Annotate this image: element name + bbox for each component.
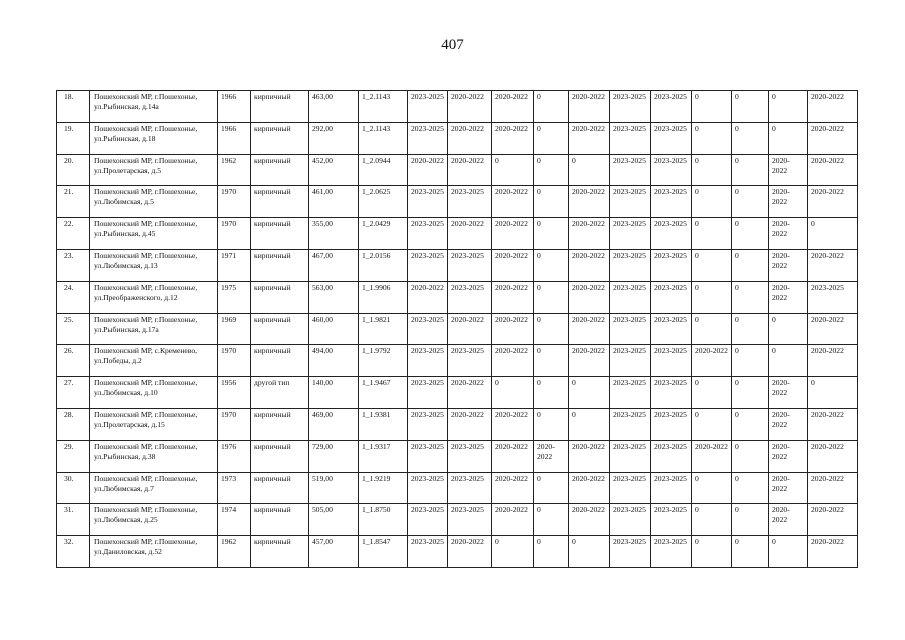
period-cell: 2023-2025 [651, 377, 692, 409]
material-cell: кирпичный [251, 249, 309, 281]
index-cell: 1_1.9219 [359, 472, 408, 504]
period-cell: 2023-2025 [408, 536, 448, 568]
material-cell: кирпичный [251, 91, 309, 123]
table-row [57, 408, 858, 440]
area-cell: 563,00 [309, 281, 359, 313]
period-cell: 2020-2022 [769, 408, 808, 440]
period-cell: 2023-2025 [408, 472, 448, 504]
year-cell: 1966 [218, 91, 251, 123]
period-cell: 2023-2025 [651, 536, 692, 568]
table-row [57, 186, 858, 218]
period-cell: 2020-2022 [692, 345, 732, 377]
period-cell: 2020-2022 [492, 313, 534, 345]
period-cell: 2023-2025 [610, 186, 651, 218]
period-cell: 2020-2022 [448, 313, 492, 345]
period-cell: 2023-2025 [610, 504, 651, 536]
period-cell: 2023-2025 [448, 472, 492, 504]
period-cell: 0 [732, 440, 769, 472]
index-cell: 1_1.9792 [359, 345, 408, 377]
period-cell: 2020-2022 [448, 154, 492, 186]
index-cell: 1_2.0625 [359, 186, 408, 218]
area-cell: 355,00 [309, 218, 359, 250]
row-number: 20. [57, 154, 90, 186]
period-cell: 0 [732, 186, 769, 218]
index-cell: 1_2.0944 [359, 154, 408, 186]
year-cell: 1962 [218, 154, 251, 186]
row-number: 22. [57, 218, 90, 250]
period-cell: 0 [732, 122, 769, 154]
address-cell: Пошехонский МР, г.Пошехонье, ул.Даниловская, д.52 [90, 536, 218, 568]
period-cell: 2020-2022 [569, 91, 610, 123]
period-cell: 0 [534, 154, 569, 186]
period-cell: 0 [732, 313, 769, 345]
area-cell: 452,00 [309, 154, 359, 186]
period-cell: 2020-2022 [569, 186, 610, 218]
period-cell: 2020-2022 [769, 281, 808, 313]
period-cell: 2023-2025 [610, 313, 651, 345]
address-cell: Пошехонский МР, г.Пошехонье, ул.Любимская, д.7 [90, 472, 218, 504]
period-cell: 0 [692, 504, 732, 536]
year-cell: 1966 [218, 122, 251, 154]
period-cell: 2020-2022 [808, 186, 858, 218]
period-cell: 2020-2022 [569, 472, 610, 504]
period-cell: 0 [492, 377, 534, 409]
period-cell: 2023-2025 [610, 249, 651, 281]
page-number: 407 [441, 37, 464, 53]
material-cell: кирпичный [251, 281, 309, 313]
address-cell: Пошехонский МР, г.Пошехонье, ул.Любимская, д.25 [90, 504, 218, 536]
period-cell: 0 [732, 536, 769, 568]
year-cell: 1974 [218, 504, 251, 536]
area-cell: 519,00 [309, 472, 359, 504]
period-cell: 2020-2022 [492, 472, 534, 504]
period-cell: 0 [534, 408, 569, 440]
period-cell: 2023-2025 [610, 377, 651, 409]
material-cell: кирпичный [251, 440, 309, 472]
period-cell: 2023-2025 [610, 218, 651, 250]
period-cell: 2020-2022 [448, 536, 492, 568]
period-cell: 2023-2025 [610, 122, 651, 154]
row-number: 19. [57, 122, 90, 154]
period-cell: 2023-2025 [651, 313, 692, 345]
address-cell: Пошехонский МР, с.Кременево, ул.Победы, д.2 [90, 345, 218, 377]
period-cell: 2020-2022 [492, 345, 534, 377]
period-cell: 2020-2022 [408, 154, 448, 186]
address-cell: Пошехонский МР, г.Пошехонье, ул.Любимская, д.5 [90, 186, 218, 218]
period-cell: 0 [692, 281, 732, 313]
period-cell: 2020-2022 [769, 377, 808, 409]
period-cell: 0 [534, 281, 569, 313]
period-cell: 2023-2025 [408, 249, 448, 281]
table-row [57, 377, 858, 409]
area-cell: 460,00 [309, 313, 359, 345]
period-cell: 2023-2025 [610, 154, 651, 186]
period-cell: 2020-2022 [448, 408, 492, 440]
period-cell: 0 [534, 504, 569, 536]
area-cell: 140,00 [309, 377, 359, 409]
period-cell: 2023-2025 [408, 345, 448, 377]
period-cell: 2020-2022 [448, 377, 492, 409]
period-cell: 2020-2022 [769, 472, 808, 504]
period-cell: 2023-2025 [651, 218, 692, 250]
row-number: 25. [57, 313, 90, 345]
address-cell: Пошехонский МР, г.Пошехонье, ул.Любимская, д.10 [90, 377, 218, 409]
period-cell: 2020-2022 [808, 440, 858, 472]
year-cell: 1962 [218, 536, 251, 568]
period-cell: 2023-2025 [408, 377, 448, 409]
period-cell: 0 [569, 154, 610, 186]
period-cell: 0 [732, 281, 769, 313]
period-cell: 2023-2025 [408, 504, 448, 536]
period-cell: 2023-2025 [610, 472, 651, 504]
period-cell: 2023-2025 [610, 536, 651, 568]
period-cell: 2020-2022 [769, 440, 808, 472]
index-cell: 1_1.9467 [359, 377, 408, 409]
area-cell: 292,00 [309, 122, 359, 154]
period-cell: 2020-2022 [492, 440, 534, 472]
year-cell: 1971 [218, 249, 251, 281]
area-cell: 467,00 [309, 249, 359, 281]
period-cell: 0 [769, 122, 808, 154]
period-cell: 2023-2025 [408, 91, 448, 123]
row-number: 31. [57, 504, 90, 536]
period-cell: 0 [732, 218, 769, 250]
row-number: 28. [57, 408, 90, 440]
period-cell: 2020-2022 [808, 313, 858, 345]
address-cell: Пошехонский МР, г.Пошехонье, ул.Рыбинская, д.17а [90, 313, 218, 345]
year-cell: 1969 [218, 313, 251, 345]
address-cell: Пошехонский МР, г.Пошехонье, ул.Рыбинская, д.38 [90, 440, 218, 472]
period-cell: 0 [732, 249, 769, 281]
period-cell: 0 [732, 154, 769, 186]
index-cell: 1_1.8547 [359, 536, 408, 568]
period-cell: 0 [692, 313, 732, 345]
address-cell: Пошехонский МР, г.Пошехонье, ул.Пролетарская, д.15 [90, 408, 218, 440]
index-cell: 1_2.0429 [359, 218, 408, 250]
row-number: 23. [57, 249, 90, 281]
period-cell: 2020-2022 [492, 186, 534, 218]
address-cell: Пошехонский МР, г.Пошехонье, ул.Преображенского, д.12 [90, 281, 218, 313]
table-row [57, 281, 858, 313]
year-cell: 1975 [218, 281, 251, 313]
period-cell: 0 [569, 377, 610, 409]
material-cell: кирпичный [251, 218, 309, 250]
period-cell: 0 [732, 408, 769, 440]
period-cell: 0 [569, 536, 610, 568]
period-cell: 0 [769, 345, 808, 377]
period-cell: 0 [692, 186, 732, 218]
period-cell: 0 [534, 313, 569, 345]
period-cell: 2020-2022 [808, 91, 858, 123]
period-cell: 0 [534, 186, 569, 218]
period-cell: 2020-2022 [534, 440, 569, 472]
period-cell: 2020-2022 [492, 281, 534, 313]
period-cell: 2023-2025 [651, 186, 692, 218]
period-cell: 0 [692, 154, 732, 186]
material-cell: кирпичный [251, 345, 309, 377]
period-cell: 0 [732, 377, 769, 409]
table-row [57, 536, 858, 568]
period-cell: 0 [569, 408, 610, 440]
housing-register-table [56, 90, 858, 568]
period-cell: 0 [732, 91, 769, 123]
period-cell: 2023-2025 [408, 408, 448, 440]
period-cell: 2020-2022 [408, 281, 448, 313]
table-row [57, 504, 858, 536]
year-cell: 1973 [218, 472, 251, 504]
period-cell: 2020-2022 [769, 249, 808, 281]
row-number: 21. [57, 186, 90, 218]
period-cell: 0 [534, 377, 569, 409]
period-cell: 0 [732, 504, 769, 536]
period-cell: 2023-2025 [448, 440, 492, 472]
period-cell: 2023-2025 [651, 91, 692, 123]
period-cell: 0 [692, 249, 732, 281]
material-cell: кирпичный [251, 472, 309, 504]
period-cell: 2023-2025 [651, 154, 692, 186]
area-cell: 469,00 [309, 408, 359, 440]
address-cell: Пошехонский МР, г.Пошехонье, ул.Пролетарская, д.5 [90, 154, 218, 186]
row-number: 26. [57, 345, 90, 377]
index-cell: 1_2.1143 [359, 91, 408, 123]
period-cell: 2023-2025 [651, 249, 692, 281]
period-cell: 0 [534, 472, 569, 504]
period-cell: 2020-2022 [808, 154, 858, 186]
period-cell: 2020-2022 [569, 122, 610, 154]
period-cell: 2023-2025 [408, 313, 448, 345]
period-cell: 2023-2025 [448, 281, 492, 313]
period-cell: 2020-2022 [808, 536, 858, 568]
period-cell: 0 [808, 218, 858, 250]
material-cell: кирпичный [251, 186, 309, 218]
period-cell: 0 [769, 536, 808, 568]
table-row [57, 440, 858, 472]
period-cell: 2020-2022 [448, 122, 492, 154]
period-cell: 2023-2025 [651, 122, 692, 154]
area-cell: 461,00 [309, 186, 359, 218]
period-cell: 2023-2025 [651, 281, 692, 313]
address-cell: Пошехонский МР, г.Пошехонье, ул.Рыбинская, д.45 [90, 218, 218, 250]
period-cell: 2023-2025 [651, 472, 692, 504]
period-cell: 2020-2022 [492, 249, 534, 281]
period-cell: 2020-2022 [448, 218, 492, 250]
area-cell: 457,00 [309, 536, 359, 568]
period-cell: 2020-2022 [769, 186, 808, 218]
period-cell: 0 [534, 345, 569, 377]
year-cell: 1970 [218, 218, 251, 250]
row-number: 30. [57, 472, 90, 504]
period-cell: 2020-2022 [569, 281, 610, 313]
material-cell: кирпичный [251, 504, 309, 536]
period-cell: 0 [534, 249, 569, 281]
material-cell: кирпичный [251, 408, 309, 440]
area-cell: 494,00 [309, 345, 359, 377]
period-cell: 0 [492, 154, 534, 186]
period-cell: 2020-2022 [808, 408, 858, 440]
index-cell: 1_1.9317 [359, 440, 408, 472]
index-cell: 1_1.9821 [359, 313, 408, 345]
period-cell: 0 [692, 408, 732, 440]
index-cell: 1_1.8750 [359, 504, 408, 536]
period-cell: 0 [692, 218, 732, 250]
table-row [57, 313, 858, 345]
index-cell: 1_2.0156 [359, 249, 408, 281]
row-number: 32. [57, 536, 90, 568]
period-cell: 2020-2022 [808, 122, 858, 154]
period-cell: 2020-2022 [569, 218, 610, 250]
table-row [57, 154, 858, 186]
area-cell: 463,00 [309, 91, 359, 123]
period-cell: 2023-2025 [408, 440, 448, 472]
period-cell: 0 [534, 218, 569, 250]
period-cell: 0 [534, 122, 569, 154]
period-cell: 2023-2025 [808, 281, 858, 313]
period-cell: 0 [692, 377, 732, 409]
period-cell: 2020-2022 [769, 218, 808, 250]
period-cell: 0 [692, 91, 732, 123]
index-cell: 1_1.9381 [359, 408, 408, 440]
period-cell: 0 [692, 536, 732, 568]
period-cell: 0 [534, 536, 569, 568]
period-cell: 0 [808, 377, 858, 409]
period-cell: 0 [692, 472, 732, 504]
material-cell: кирпичный [251, 536, 309, 568]
period-cell: 2020-2022 [492, 408, 534, 440]
period-cell: 2020-2022 [492, 218, 534, 250]
table-row [57, 122, 858, 154]
row-number: 24. [57, 281, 90, 313]
index-cell: 1_1.9906 [359, 281, 408, 313]
period-cell: 2020-2022 [769, 154, 808, 186]
material-cell: кирпичный [251, 122, 309, 154]
period-cell: 2020-2022 [569, 313, 610, 345]
index-cell: 1_2.1143 [359, 122, 408, 154]
period-cell: 2023-2025 [448, 249, 492, 281]
period-cell: 2023-2025 [610, 281, 651, 313]
period-cell: 2020-2022 [492, 91, 534, 123]
period-cell: 0 [732, 345, 769, 377]
period-cell: 0 [492, 536, 534, 568]
row-number: 27. [57, 377, 90, 409]
period-cell: 2020-2022 [808, 504, 858, 536]
period-cell: 0 [769, 313, 808, 345]
period-cell: 2023-2025 [610, 91, 651, 123]
period-cell: 2023-2025 [651, 408, 692, 440]
period-cell: 2023-2025 [651, 504, 692, 536]
period-cell: 0 [692, 122, 732, 154]
address-cell: Пошехонский МР, г.Пошехонье, ул.Любимская, д.13 [90, 249, 218, 281]
row-number: 18. [57, 91, 90, 123]
period-cell: 2023-2025 [610, 345, 651, 377]
area-cell: 505,00 [309, 504, 359, 536]
period-cell: 2020-2022 [492, 122, 534, 154]
year-cell: 1970 [218, 408, 251, 440]
year-cell: 1976 [218, 440, 251, 472]
period-cell: 2023-2025 [408, 122, 448, 154]
period-cell: 2020-2022 [492, 504, 534, 536]
address-cell: Пошехонский МР, г.Пошехонье, ул.Рыбинская, д.18 [90, 122, 218, 154]
period-cell: 2020-2022 [769, 504, 808, 536]
period-cell: 2020-2022 [569, 504, 610, 536]
year-cell: 1956 [218, 377, 251, 409]
period-cell: 2020-2022 [808, 249, 858, 281]
period-cell: 2023-2025 [448, 345, 492, 377]
period-cell: 2020-2022 [569, 440, 610, 472]
period-cell: 2023-2025 [610, 440, 651, 472]
period-cell: 0 [534, 91, 569, 123]
area-cell: 729,00 [309, 440, 359, 472]
period-cell: 2023-2025 [448, 186, 492, 218]
material-cell: другой тип [251, 377, 309, 409]
period-cell: 2023-2025 [610, 408, 651, 440]
table-row [57, 345, 858, 377]
table-row [57, 472, 858, 504]
period-cell: 2023-2025 [651, 440, 692, 472]
year-cell: 1970 [218, 186, 251, 218]
period-cell: 2023-2025 [651, 345, 692, 377]
period-cell: 0 [732, 472, 769, 504]
period-cell: 2023-2025 [408, 186, 448, 218]
period-cell: 0 [769, 91, 808, 123]
table-row [57, 249, 858, 281]
period-cell: 2020-2022 [569, 249, 610, 281]
period-cell: 2020-2022 [808, 472, 858, 504]
period-cell: 2023-2025 [408, 218, 448, 250]
address-cell: Пошехонский МР, г.Пошехонье, ул.Рыбинская, д.14а [90, 91, 218, 123]
material-cell: кирпичный [251, 154, 309, 186]
period-cell: 2020-2022 [448, 91, 492, 123]
material-cell: кирпичный [251, 313, 309, 345]
year-cell: 1970 [218, 345, 251, 377]
period-cell: 2020-2022 [692, 440, 732, 472]
period-cell: 2023-2025 [448, 504, 492, 536]
table-row [57, 91, 858, 123]
table-row [57, 218, 858, 250]
period-cell: 2020-2022 [569, 345, 610, 377]
row-number: 29. [57, 440, 90, 472]
period-cell: 2020-2022 [808, 345, 858, 377]
